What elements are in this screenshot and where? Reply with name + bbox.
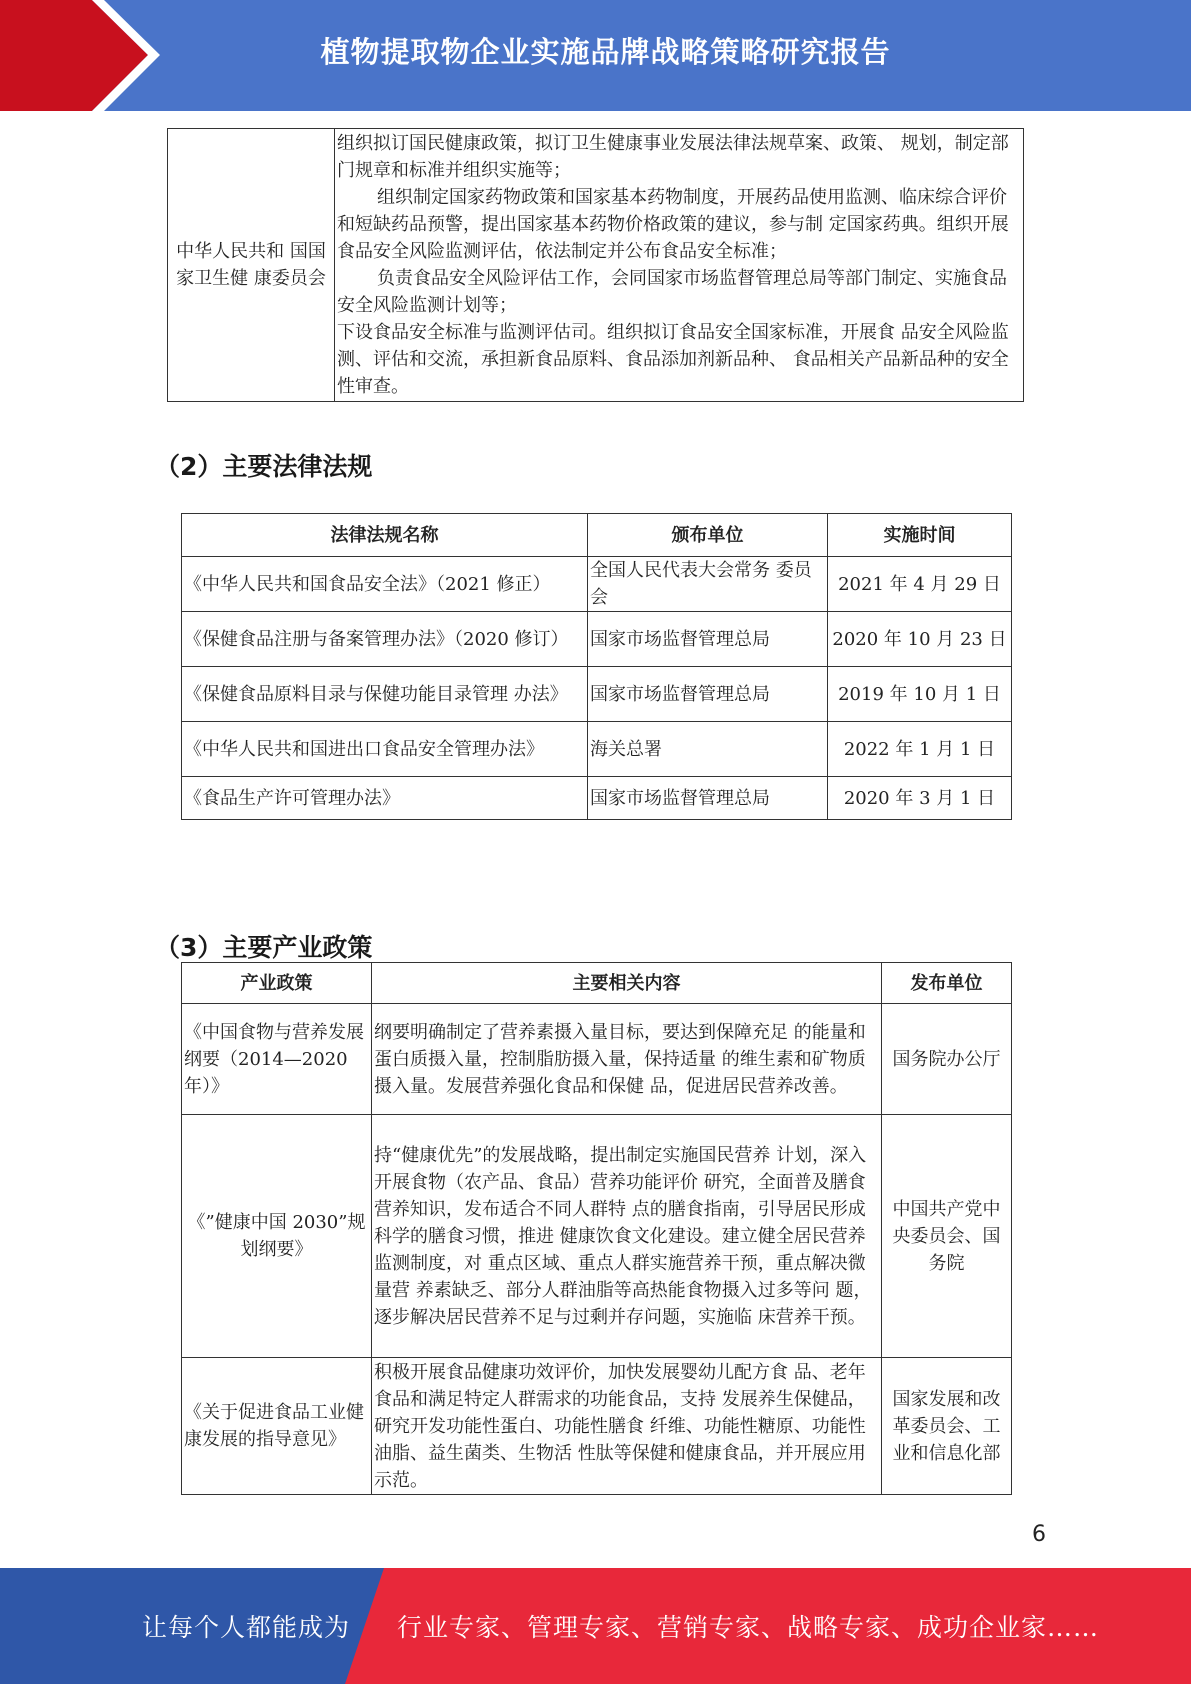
- policy-issuer: 国务院办公厅: [882, 1004, 1012, 1115]
- column-header: 法律法规名称: [182, 514, 588, 557]
- table-row: [182, 557, 1012, 612]
- policy-content: 纲要明确制定了营养素摄入量目标，要达到保障充足 的能量和蛋白质摄入量，控制脂肪摄入量，保持适量 的维生素和矿物质摄入量。发展营养强化食品和保健 品，促进居民营养改善。: [372, 1004, 882, 1115]
- policies-table: [181, 962, 1012, 1495]
- law-issuer: 全国人民代表大会常务 委员会: [588, 557, 828, 612]
- page-header: [0, 0, 1191, 111]
- agency-table: [167, 128, 1024, 402]
- table-row: [182, 1004, 1012, 1115]
- policy-content: 积极开展食品健康功效评价，加快发展婴幼儿配方食 品、老年食品和满足特定人群需求的功能食品，支持 发展养生保健品，研究开发功能性蛋白、功能性膳食 纤维、功能性糖原、功能性油脂、益生菌类、生物活 性肽等保健和健康食品，并开展应用示范。: [372, 1358, 882, 1495]
- law-date: 2020 年 3 月 1 日: [828, 777, 1012, 820]
- policy-issuer: 国家发展和改革委员会、工业和信息化部: [882, 1358, 1012, 1495]
- header-title: 植物提取物企业实施品牌战略策略研究报告: [320, 34, 891, 69]
- law-issuer: 海关总署: [588, 722, 828, 777]
- column-header: 主要相关内容: [372, 963, 882, 1004]
- column-header: 产业政策: [182, 963, 372, 1004]
- table-row: [168, 129, 1024, 402]
- table-row: [182, 612, 1012, 667]
- law-issuer: 国家市场监督管理总局: [588, 667, 828, 722]
- agency-duty: 组织拟订国民健康政策，拟订卫生健康事业发展法律法规草案、政策、 规划，制定部门规章和标准并组织实施等；: [337, 133, 1009, 181]
- footer-slogan-right: 行业专家、管理专家、营销专家、战略专家、成功企业家……: [397, 1613, 1100, 1642]
- column-header: 发布单位: [882, 963, 1012, 1004]
- agency-duties: [335, 129, 1024, 402]
- policy-content: 持“健康优先”的发展战略，提出制定实施国民营养 计划，深入开展食物（农产品、食品）营养功能评价 研究，全面普及膳食营养知识，发布适合不同人群特 点的膳食指南，引导居民形成科学的膳食习惯，推进 健康饮食文化建设。建立健全居民营养监测制度，对 重点区域、重点人群实施营养干预，重点解决微量营 养素缺乏、部分人群油脂等高热能食物摄入过多等问 题，逐步解决居民营养不足与过剩并存问题，实施临 床营养干预。: [372, 1115, 882, 1358]
- column-header: 实施时间: [828, 514, 1012, 557]
- footer-slogan-left: 让每个人都能成为: [142, 1613, 351, 1642]
- table-row: [182, 1358, 1012, 1495]
- law-name: 《食品生产许可管理办法》: [182, 777, 588, 820]
- table-header-row: [182, 963, 1012, 1004]
- laws-table: [181, 513, 1012, 820]
- page-footer: [0, 1568, 1191, 1684]
- law-name: 《保健食品原料目录与保健功能目录管理 办法》: [182, 667, 588, 722]
- law-date: 2022 年 1 月 1 日: [828, 722, 1012, 777]
- table-row: [182, 667, 1012, 722]
- policy-name: 《”健康中国 2030”规划纲要》: [182, 1115, 372, 1358]
- law-date: 2020 年 10 月 23 日: [828, 612, 1012, 667]
- section-heading-laws: （2）主要法律法规: [155, 452, 373, 481]
- law-date: 2019 年 10 月 1 日: [828, 667, 1012, 722]
- agency-duty: 下设食品安全标准与监测评估司。组织拟订食品安全国家标准，开展食 品安全风险监测、评估和交流，承担新食品原料、食品添加剂新品种、 食品相关产品新品种的安全性审查。: [337, 322, 1009, 397]
- law-name: 《中华人民共和国食品安全法》（2021 修正）: [182, 557, 588, 612]
- policy-issuer: 中国共产党中央委员会、国务院: [882, 1115, 1012, 1358]
- law-issuer: 国家市场监督管理总局: [588, 612, 828, 667]
- section-heading-policies: （3）主要产业政策: [155, 933, 373, 962]
- policy-name: 《关于促进食品工业健康发展的指导意见》: [182, 1358, 372, 1495]
- law-issuer: 国家市场监督管理总局: [588, 777, 828, 820]
- law-name: 《中华人民共和国进出口食品安全管理办法》: [182, 722, 588, 777]
- law-name: 《保健食品注册与备案管理办法》（2020 修订）: [182, 612, 588, 667]
- table-row: [182, 777, 1012, 820]
- table-row: [182, 722, 1012, 777]
- agency-name: 中华人民共和 国国家卫生健 康委员会: [168, 129, 335, 402]
- page-number: 6: [1032, 1522, 1046, 1547]
- law-date: 2021 年 4 月 29 日: [828, 557, 1012, 612]
- agency-duty: 负责食品安全风险评估工作，会同国家市场监督管理总局等部门制定、实施食品安全风险监测计划等；: [337, 268, 1007, 316]
- agency-duty: 组织制定国家药物政策和国家基本药物制度，开展药品使用监测、临床综合评价和短缺药品预警，提出国家基本药物价格政策的建议，参与制 定国家药典。组织开展食品安全风险监测评估，依法制定并公布食品安全标准；: [337, 187, 1009, 262]
- table-header-row: [182, 514, 1012, 557]
- table-row: [182, 1115, 1012, 1358]
- policy-name: 《中国食物与营养发展纲要（2014—2020 年）》: [182, 1004, 372, 1115]
- column-header: 颁布单位: [588, 514, 828, 557]
